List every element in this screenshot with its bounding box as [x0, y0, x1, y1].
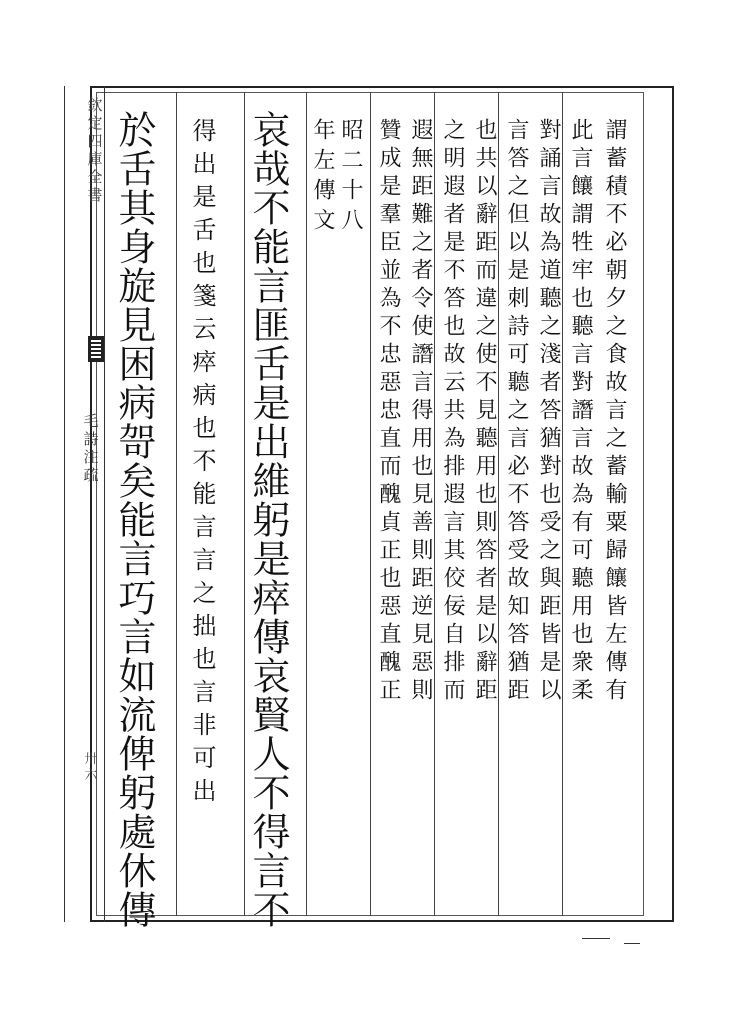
book-name: 毛詩注疏 [83, 412, 99, 484]
text-column-8: 贊成是羣臣並為不忠惡忠直而醜貞正也惡直醜正 [376, 118, 401, 706]
page-edge-mark [624, 943, 640, 944]
gutter-title: 欽定四庫全書 [87, 96, 103, 204]
text-column-5: 也共以辭距而違之使不見聽用也則答者是以辭距 [472, 118, 497, 706]
column-divider [176, 92, 177, 916]
text-column-3: 對誦言故為道聽之淺者答猶對也受之與距皆是以 [536, 118, 561, 706]
main-text-column-1: 哀哉不能言匪舌是出維躬是瘁傳哀賢人不得言不 [246, 110, 290, 929]
text-column-2: 此言饟謂牲牢也聽言對譖言故為有可聽用也衆柔 [568, 118, 593, 706]
text-column-12: 得出是舌也箋云瘁病也不能言言之拙也言非可出 [188, 118, 216, 811]
page-edge-mark [582, 938, 610, 939]
text-column-9: 昭二十八 [338, 118, 363, 238]
leaf-number: 卅六 [84, 752, 98, 783]
gutter-line-right [104, 86, 105, 922]
fish-tail-mark [88, 336, 104, 362]
gutter-line-left [64, 86, 65, 922]
text-column-6: 之明遐者是不答也故云共為排遐言其佼佞自排而 [440, 118, 465, 706]
text-column-1: 謂蓄積不必朝夕之食故言之蓄輸粟歸饟皆左傳有 [602, 118, 627, 706]
text-column-4: 言答之但以是刺詩可聽之言必不答受故知答猶距 [504, 118, 529, 706]
column-divider [370, 92, 371, 916]
main-text-column-2: 於舌其身旋見困病哿矣能言巧言如流俾躬處休傳 [112, 110, 156, 929]
text-column-7: 遐無距難之者令使譖言得用也見善則距逆見惡則 [408, 118, 433, 706]
text-column-10: 年左傳文 [310, 118, 335, 238]
